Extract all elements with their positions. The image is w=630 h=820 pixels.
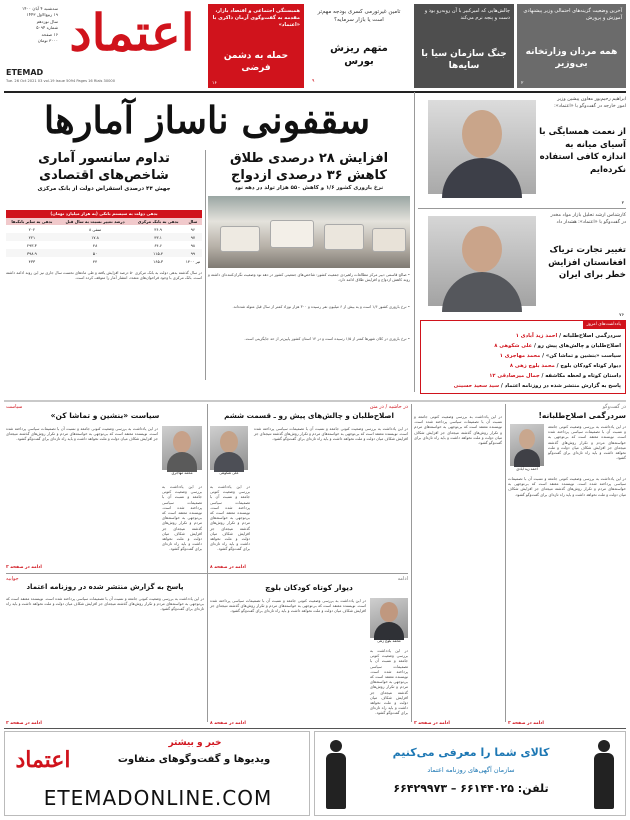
- mohajeri-body: [167, 452, 197, 472]
- debt-table-header: بدهی به بانک مرکزی: [137, 219, 179, 224]
- table-cell: ۴۳۳: [28, 258, 36, 264]
- notes-list: [425, 331, 621, 391]
- ad-marketing-line1: کالای شما را معرفی می‌کنیم: [392, 746, 550, 759]
- story-divorce-bullet-2: • نرخ باروری کشور ۱/۶ است و به بیش از ۶ میلیون نفر رسیده و ۳۰۰ هزار نوزاد کمتر از سال قبل متولد شده‌اند.: [232, 304, 410, 309]
- masthead-date-ar: ۱۹ ربیع‌الاول ۱۴۴۳: [26, 12, 58, 18]
- interview-afghan-title[interactable]: تغییر تجارت تریاک افغانستان افزایش خطر برای ایران: [548, 245, 626, 280]
- note-author: جمال میرصادقی: [497, 373, 540, 379]
- column-baloch-title[interactable]: دیوار کوتاه کودکان بلوچ: [265, 583, 353, 592]
- column-baloch-body-2: در این یادداشت به بررسی وضعیت کنونی جامعه و نسبت آن با تصمیمات سیاسی پرداخته شده است. نویسنده معتقد است که بی‌توجهی به خواسته‌های مردم و تکرار روش‌های گذشته نتیجه‌ای جز افزایش شکاف میان دولت و ملت نخواهد داشت و باید راه تازه‌ای برای گفت‌وگو گشود.: [370, 648, 408, 716]
- businessman-left-body: [326, 753, 346, 809]
- note-title: سردرگمی اصلاح‌طلبانه: [562, 333, 621, 339]
- masthead-pages: ۱۶ صفحه: [41, 31, 58, 37]
- photo-crib-3: [324, 224, 364, 250]
- note-title: داستان کوتاه و لحظه مکاشفه: [545, 373, 621, 379]
- businessman-left-icon: [323, 740, 349, 810]
- ad-online-line1: خبر و بیشتر: [168, 738, 222, 748]
- shokouhi-portrait: [210, 426, 248, 470]
- story-divorce-bullet-3: • نرخ باروری در کلان شهرها کمتر از ۱/۵ رسیده است و در ۱۴ استان کشور پایین‌تر از حد جایگزینی است.: [244, 336, 410, 341]
- notes-box: [420, 320, 626, 394]
- masthead-year: سال نوزدهم: [36, 18, 58, 24]
- debt-table-header: بدهی به سایر بانک‌ها: [11, 219, 53, 224]
- rahimpour-portrait: [428, 100, 536, 194]
- section-rule: [4, 400, 626, 402]
- teaser-cia-title: جنگ سازمان سیا با سایه‌ها: [421, 49, 507, 71]
- story-censorship-title1[interactable]: تداوم سانسور آماری: [38, 151, 170, 166]
- column-shokouhi-title[interactable]: اصلاح‌طلبان و چالش‌های پیش رو ـ قسمت ششم: [224, 411, 394, 420]
- masthead-en-line: Tue. 26 Oct 2021 03 vol.19 Issue 5094 Pages 16 Rials 30000: [6, 79, 115, 83]
- interview-asia-title[interactable]: از نعمت همسایگی با آسیای میانه به اندازه کافی استفاده نکرده‌ایم: [539, 127, 626, 175]
- interview-afghan-kicker: کارشناس ارشد تحلیل بازار مواد مخدر در گفت‌وگو با «اعتماد»: هشدار داد: [550, 213, 626, 225]
- column-shokouhi-body: در این یادداشت به بررسی وضعیت کنونی جامعه و نسبت آن با تصمیمات سیاسی پرداخته شده است. نویسنده معتقد است که بی‌توجهی به خواسته‌های مردم و تکرار روش‌های گذشته نتیجه‌ای جز افزایش شکاف میان دولت و ملت نخواهد داشت و باید راه تازه‌ای برای گفت‌وگو گشود.: [254, 426, 408, 442]
- interview-afghan: [418, 210, 626, 318]
- expert-body: [442, 272, 522, 312]
- column-zeidabadi-body: در این یادداشت به بررسی وضعیت کنونی جامعه و نسبت آن با تصمیمات سیاسی پرداخته شده است. نویسنده معتقد است که بی‌توجهی به خواسته‌های مردم و تکرار روش‌های گذشته نتیجه‌ای جز افزایش شکاف میان دولت و ملت نخواهد داشت و باید راه تازه‌ای برای گفت‌وگو گشود.: [508, 476, 626, 497]
- table-cell: ۹۹: [190, 250, 196, 256]
- ad-marketing-line2: سازمان آگهی‌های روزنامه اعتماد: [427, 766, 515, 774]
- story-divorce: [208, 150, 410, 386]
- table-cell: ۳۶.۹: [154, 226, 162, 232]
- teaser-red-title: حمله به دشمن فرضی: [223, 51, 289, 73]
- masthead-issue: شماره ۵۰۹۴: [36, 25, 58, 31]
- note-page: ۸: [494, 343, 498, 349]
- table-cell: ۵۰: [92, 250, 98, 256]
- zeidabadi-portrait: [510, 424, 544, 466]
- masthead-rule: [4, 91, 626, 93]
- lower-rule-2: [411, 404, 412, 722]
- table-row: [6, 249, 202, 257]
- table-row: [6, 241, 202, 249]
- businessman-right-head: [598, 740, 610, 752]
- table-cell: ۶۴.۶: [154, 242, 162, 248]
- column-shokouhi-body-2: در این یادداشت به بررسی وضعیت کنونی جامعه و نسبت آن با تصمیمات سیاسی پرداخته شده است. نویسنده معتقد است که بی‌توجهی به خواسته‌های مردم و تکرار روش‌های گذشته نتیجه‌ای جز افزایش شکاف میان دولت و ملت نخواهد داشت و باید راه تازه‌ای برای گفت‌وگو گشود.: [210, 484, 250, 552]
- portrait-body: [442, 158, 522, 198]
- interview-asia-kicker: ابراهیم رحیم‌پور معاون پیشین وزیر امور خارجه در گفت‌وگو با «اعتماد»:: [554, 97, 626, 109]
- note-page: ۸: [509, 363, 514, 369]
- mohajeri-portrait: [162, 426, 202, 470]
- table-cell: ۱۷.۸: [91, 234, 99, 240]
- table-row: [6, 225, 202, 233]
- right-rule-1: [418, 208, 626, 209]
- expert-portrait: [428, 216, 536, 306]
- table-cell: ۴۴: [92, 258, 98, 264]
- table-cell: منفی ۸: [89, 226, 102, 232]
- masthead-price: ۳۰۰۰ تومان: [37, 38, 58, 44]
- note-title: پاسخ به گزارش منتشر شده در روزنامه اعتماد: [504, 383, 621, 389]
- story-divorce-bullet-1: • صالح قاسمی دبیر مرکز مطالعات راهبردی جمعیت کشور: شاخص‌های جمعیتی کشور در دهه نود وضعیت نگران‌کننده‌ای داشته و روند کاهش ازدواج و افزایش طلاق ادامه دارد.: [208, 272, 410, 283]
- table-cell: ۹۸: [190, 242, 196, 248]
- ad-marketing-phone[interactable]: تلفن: ۶۶۱۴۴۰۲۵ – ۶۶۴۲۹۹۷۳: [393, 782, 549, 795]
- column-shokouhi-author: علی شکوهی: [219, 471, 239, 475]
- teaser-red-kicker: همبستگی اجتماعی و اقتصاد بازار، مقدمه به گفت‌وگوی آرمان ذاکری با «اعتماد»: [212, 8, 300, 28]
- column-baloch-author: محمد بلوچ زهی: [377, 639, 401, 643]
- table-cell: ۲۰۲: [28, 226, 36, 232]
- table-cell: ۹۶: [190, 226, 196, 232]
- column-shokouhi-more[interactable]: ادامه در صفحه ۸: [210, 565, 246, 570]
- note-author: احمد زید آبادی: [520, 333, 558, 339]
- table-cell: ۱۱۵.۴: [153, 250, 164, 256]
- teaser-red[interactable]: [208, 4, 304, 88]
- column-response-more[interactable]: ادامه در صفحه ۲: [6, 721, 42, 726]
- ads-rule: [4, 728, 626, 729]
- masthead-date-fa: سه‌شنبه ۴ آبان ۱۴۰۰: [22, 6, 58, 11]
- table-cell: ۹۷: [190, 234, 196, 240]
- zeidabadi-body: [514, 449, 540, 467]
- ad-online[interactable]: [4, 731, 310, 816]
- column-shokouhi: [210, 404, 408, 570]
- story-divorce-title1[interactable]: افزایش ۲۸ درصدی طلاق: [229, 151, 389, 166]
- column-mohajeri-body-2: در این یادداشت به بررسی وضعیت کنونی جامعه و نسبت آن با تصمیمات سیاسی پرداخته شده است. نویسنده معتقد است که بی‌توجهی به خواسته‌های مردم و تکرار روش‌های گذشته نتیجه‌ای جز افزایش شکاف میان دولت و ملت نخواهد داشت و باید راه تازه‌ای برای گفت‌وگو گشود.: [162, 484, 202, 552]
- interview-afghan-num: ۷۶: [619, 313, 624, 318]
- teaser-red-num: ۱۶: [212, 81, 217, 86]
- masthead: [4, 4, 204, 88]
- businessman-right-body: [594, 753, 614, 809]
- masthead-info: [6, 6, 58, 66]
- column-zeidabadi-author: احمد زید آبادی: [516, 467, 538, 471]
- newborns-photo: [208, 196, 410, 268]
- column-continued: [414, 404, 502, 726]
- note-title: دیوار کوتاه کودکان بلوچ: [560, 363, 621, 369]
- debt-table-header: درصد تغییر نسبت به سال قبل: [65, 219, 125, 224]
- businessman-left-head: [330, 740, 342, 752]
- debt-table-title: بدهی دولت به سیستم بانکی (به هزار میلیارد تومان): [6, 210, 202, 218]
- list-item[interactable]: سردرگمی اصلاح‌طلبانه / احمد زید آبادی ۱: [515, 333, 621, 339]
- note-author: سید سعید حسینی: [453, 383, 500, 389]
- column-response: [6, 576, 204, 726]
- portrait-head: [462, 110, 502, 158]
- teaser-education[interactable]: [517, 4, 626, 88]
- baloch-body: [374, 622, 404, 640]
- shokouhi-body: [214, 452, 244, 472]
- main-headline[interactable]: سقفونی ناساز آمارها: [43, 98, 371, 142]
- story-divorce-subtitle: نرخ باروری کشور ۱/۶ و کاهش ۵۵۰ هزار تولد در دهه نود: [234, 185, 384, 191]
- table-cell: ۲۹۳.۳: [26, 242, 37, 248]
- column-baloch-body: در این یادداشت به بررسی وضعیت کنونی جامعه و نسبت آن با تصمیمات سیاسی پرداخته شده است. نویسنده معتقد است که بی‌توجهی به خواسته‌های مردم و تکرار روش‌های گذشته نتیجه‌ای جز افزایش شکاف میان دولت و ملت نخواهد داشت و باید راه تازه‌ای برای گفت‌وگو گشود.: [210, 598, 366, 614]
- zeidabadi-head: [519, 429, 535, 449]
- table-row: [6, 233, 202, 241]
- ad-online-logo: اعتماد: [15, 747, 71, 773]
- masthead-logo[interactable]: اعتماد: [69, 3, 195, 62]
- debt-table: [6, 218, 202, 265]
- column-zeidabadi: [508, 404, 626, 726]
- note-author: محمد بلوچ زهی: [514, 363, 555, 369]
- table-cell: ۱۶۵.۳: [153, 258, 164, 264]
- column-continued-body: در این یادداشت به بررسی وضعیت کنونی جامعه و نسبت آن با تصمیمات سیاسی پرداخته شده است. نویسنده معتقد است که بی‌توجهی به خواسته‌های مردم و تکرار روش‌های گذشته نتیجه‌ای جز افزایش شکاف میان دولت و ملت نخواهد داشت و باید راه تازه‌ای برای گفت‌وگو گشود.: [414, 414, 502, 446]
- column-zeidabadi-title[interactable]: سردرگمی اصلاح‌طلبانه!: [538, 411, 626, 420]
- column-mohajeri-section: سیاست: [6, 404, 23, 410]
- column-response-section: جوابیه: [6, 576, 19, 582]
- lower-rule-1: [505, 404, 506, 722]
- story-censorship-subtitle: جهش ۴۴ درصدی استقراض دولت از بانک مرکزی: [37, 186, 171, 192]
- list-item[interactable]: سیاست «بنشین و تماشا کن» / محمد مهاجری ۱: [499, 353, 621, 359]
- table-cell: ۴۳.۱: [154, 234, 162, 240]
- note-title: اصلاح‌طلبان و چالش‌های پیش رو: [537, 343, 621, 349]
- note-author: محمد مهاجری: [504, 353, 541, 359]
- list-item[interactable]: داستان کوتاه و لحظه مکاشفه / جمال میرصادقی ۱۲: [489, 373, 621, 379]
- list-item[interactable]: دیوار کوتاه کودکان بلوچ / محمد بلوچ زهی ۸: [509, 363, 621, 369]
- col-rule-2: [414, 92, 415, 392]
- table-cell: ۳۹۸.۹: [26, 250, 37, 256]
- column-zeidabadi-more[interactable]: ادامه در صفحه ۲: [508, 721, 544, 726]
- ad-online-line2: ویدیوها و گفت‌وگوهای متفاوت: [117, 754, 271, 765]
- shokouhi-head: [220, 431, 238, 453]
- interview-asia-num: ۲: [621, 201, 624, 206]
- photo-crib-2: [270, 220, 314, 248]
- list-item[interactable]: اصلاح‌طلبان و چالش‌های پیش رو / علی شکوهی ۸: [494, 343, 621, 349]
- mohajeri-head: [173, 431, 191, 453]
- lower-mid-rule: [6, 573, 408, 574]
- photo-crib-4: [372, 228, 406, 252]
- column-response-body: در این یادداشت به بررسی وضعیت کنونی جامعه و نسبت آن با تصمیمات سیاسی پرداخته شده است. نویسنده معتقد است که بی‌توجهی به خواسته‌های مردم و تکرار روش‌های گذشته نتیجه‌ای جز افزایش شکاف میان دولت و ملت نخواهد داشت و باید راه تازه‌ای برای گفت‌وگو گشود.: [6, 596, 204, 612]
- debt-table-header: سال: [188, 219, 198, 224]
- expert-head: [462, 226, 502, 272]
- baloch-portrait: [370, 598, 408, 638]
- table-row: [6, 257, 202, 265]
- teaser-bourse-kicker: تامین غیرتورمی کسری بودجه مهم‌تر است یا بازار سرمایه؟: [317, 9, 401, 23]
- column-shokouhi-section: در حاشیه / در متن: [369, 404, 408, 410]
- ad-marketing[interactable]: [314, 731, 626, 816]
- note-page: ۱: [515, 333, 519, 339]
- teaser-education-num: ۲: [521, 81, 524, 86]
- story-censorship: [6, 150, 202, 386]
- teaser-bourse-title: متهم ریزش بورس: [330, 43, 388, 67]
- teaser-education-title: همه مردان وزارتخانه بی‌وزیر: [525, 47, 618, 69]
- businessman-right-icon: [591, 740, 617, 810]
- column-baloch-section: ادامه: [397, 576, 408, 582]
- column-mohajeri-author: محمد مهاجری: [171, 471, 193, 475]
- column-zeidabadi-body-top: در این یادداشت به بررسی وضعیت کنونی جامعه و نسبت آن با تصمیمات سیاسی پرداخته شده است. نویسنده معتقد است که بی‌توجهی به خواسته‌های مردم و تکرار روش‌های گذشته نتیجه‌ای جز افزایش شکاف میان دولت و ملت نخواهد داشت و باید راه تازه‌ای برای گفت‌وگو گشود.: [548, 424, 626, 461]
- notes-box-title: یادداشت‌های امروز: [583, 321, 625, 329]
- table-cell: تیر ۱۴۰۰: [185, 258, 201, 264]
- teaser-bourse-num: ۹: [312, 79, 315, 84]
- lower-rule-3: [207, 404, 208, 722]
- column-response-title[interactable]: پاسخ به گزارش منتشر شده در روزنامه اعتماد: [26, 583, 184, 591]
- column-mohajeri-body: در این یادداشت به بررسی وضعیت کنونی جامعه و نسبت آن با تصمیمات سیاسی پرداخته شده است. نویسنده معتقد است که بی‌توجهی به خواسته‌های مردم و تکرار روش‌های گذشته نتیجه‌ای جز افزایش شکاف میان دولت و ملت نخواهد داشت و باید راه تازه‌ای برای گفت‌وگو گشود.: [6, 426, 158, 442]
- ad-online-url[interactable]: ETEMADONLINE.COM: [43, 786, 273, 810]
- story-divorce-title2[interactable]: کاهش ۳۶ درصدی ازدواج: [231, 168, 387, 183]
- teaser-education-kicker: آخرین وضعیت گزینه‌های احتمالی وزیر پیشنهادی آموزش و پرورش: [523, 8, 622, 21]
- table-cell: ۲۲۱: [28, 234, 36, 240]
- masthead-latin: ETEMAD: [6, 68, 44, 77]
- note-page: ۱: [499, 353, 503, 359]
- teaser-bourse[interactable]: [308, 4, 410, 88]
- photo-crib-1: [220, 226, 260, 252]
- col-rule-1: [205, 150, 206, 380]
- story-censorship-body: در سال گذشته بدهی دولت به بانک مرکزی ۵۰ درصد افزایش یافته و طی ماه‌های نخست سال جاری نیز این روند ادامه داشته است. بانک مرکزی با وجود فراخوان‌های متعدد، انتشار آمار را متوقف کرده است.: [6, 270, 202, 281]
- story-censorship-title2[interactable]: شاخص‌های اقتصادی: [39, 168, 169, 183]
- note-author: علی شکوهی: [499, 343, 533, 349]
- teaser-cia-kicker: چالش‌هایی که امیرکبیر با آن روبه‌رو بود و دست و پنجه نرم می‌کند: [424, 8, 510, 21]
- column-baloch-more[interactable]: ادامه در صفحه ۸: [210, 721, 246, 726]
- column-mohajeri-more[interactable]: ادامه در صفحه ۲: [6, 565, 42, 570]
- teaser-cia[interactable]: [414, 4, 514, 88]
- column-mohajeri-title[interactable]: سیاست «بنشین و تماشا کن»: [50, 411, 160, 420]
- interview-asia: [418, 94, 626, 206]
- column-mohajeri: [6, 404, 204, 570]
- note-page: ۱۲: [489, 373, 496, 379]
- column-baloch: [210, 576, 408, 726]
- column-continued-more[interactable]: ادامه در صفحه ۲: [414, 721, 450, 726]
- baloch-head: [380, 602, 398, 622]
- note-title: سیاست «بنشین و تماشا کن»: [545, 353, 621, 359]
- column-zeidabadi-section: در گفت‌وگو: [602, 404, 626, 410]
- table-cell: ۴۸: [92, 242, 98, 248]
- list-item[interactable]: پاسخ به گزارش منتشر شده در روزنامه اعتماد / سید سعید حسینی: [453, 383, 621, 389]
